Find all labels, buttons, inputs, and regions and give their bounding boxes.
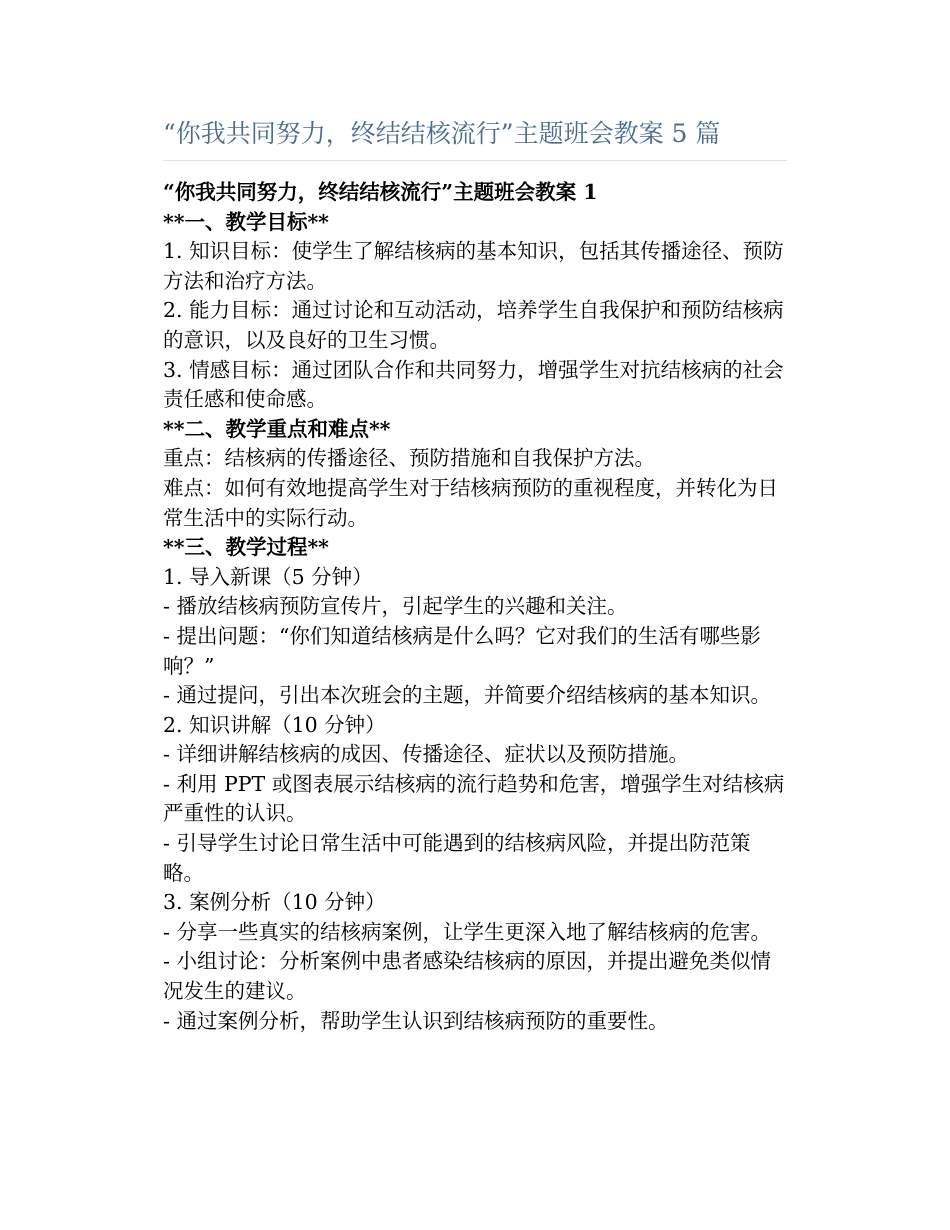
section-heading: **一、教学目标** xyxy=(163,209,329,234)
paragraph: - 通过案例分析，帮助学生认识到结核病预防的重要性。 xyxy=(163,1008,669,1033)
paragraph: - 利用 PPT 或图表展示结核病的流行趋势和危害，增强学生对结核病严重性的认识。 xyxy=(163,771,785,826)
paragraph: 1. 导入新课（5 分钟） xyxy=(163,564,373,589)
section-heading: **二、教学重点和难点** xyxy=(163,416,391,441)
paragraph: - 引导学生讨论日常生活中可能遇到的结核病风险，并提出防范策略。 xyxy=(163,831,751,885)
paragraph: 3. 情感目标：通过团队合作和共同努力，增强学生对抗结核病的社会责任感和使命感。 xyxy=(163,357,784,412)
section-heading: **三、教学过程** xyxy=(163,535,329,560)
paragraph: - 播放结核病预防宣传片，引起学生的兴趣和关注。 xyxy=(163,594,628,619)
paragraph: - 分享一些真实的结核病案例，让学生更深入地了解结核病的危害。 xyxy=(163,919,771,944)
document-page xyxy=(163,0,787,1036)
section-title: “你我共同努力，终结结核流行”主题班会教案 1 xyxy=(163,180,598,204)
paragraph: - 详细讲解结核病的成因、传播途径、症状以及预防措施。 xyxy=(163,742,689,767)
paragraph: 2. 能力目标：通过讨论和互动活动，培养学生自我保护和预防结核病的意识，以及良好的卫生习惯。 xyxy=(163,298,784,352)
paragraph: 2. 知识讲解（10 分钟） xyxy=(163,712,386,737)
paragraph: 重点：结核病的传播途径、预防措施和自我保护方法。 xyxy=(163,446,655,471)
paragraph: - 提出问题：“你们知道结核病是什么吗？它对我们的生活有哪些影响？” xyxy=(163,623,761,678)
paragraph: 难点：如何有效地提高学生对于结核病预防的重视程度，并转化为日常生活中的实际行动。 xyxy=(163,475,778,530)
paragraph: 1. 知识目标：使学生了解结核病的基本知识，包括其传播途径、预防方法和治疗方法。 xyxy=(163,239,784,293)
paragraph: 3. 案例分析（10 分钟） xyxy=(163,890,386,915)
title-divider xyxy=(163,160,787,161)
paragraph: - 通过提问，引出本次班会的主题，并简要介绍结核病的基本知识。 xyxy=(163,683,771,708)
paragraph-list xyxy=(163,208,787,1037)
document-body xyxy=(163,178,787,1036)
document-title: “你我共同努力，终结结核流行”主题班会教案 5 篇 xyxy=(163,119,721,148)
paragraph: - 小组讨论：分析案例中患者感染结核病的原因，并提出避免类似情况发生的建议。 xyxy=(163,949,771,1004)
